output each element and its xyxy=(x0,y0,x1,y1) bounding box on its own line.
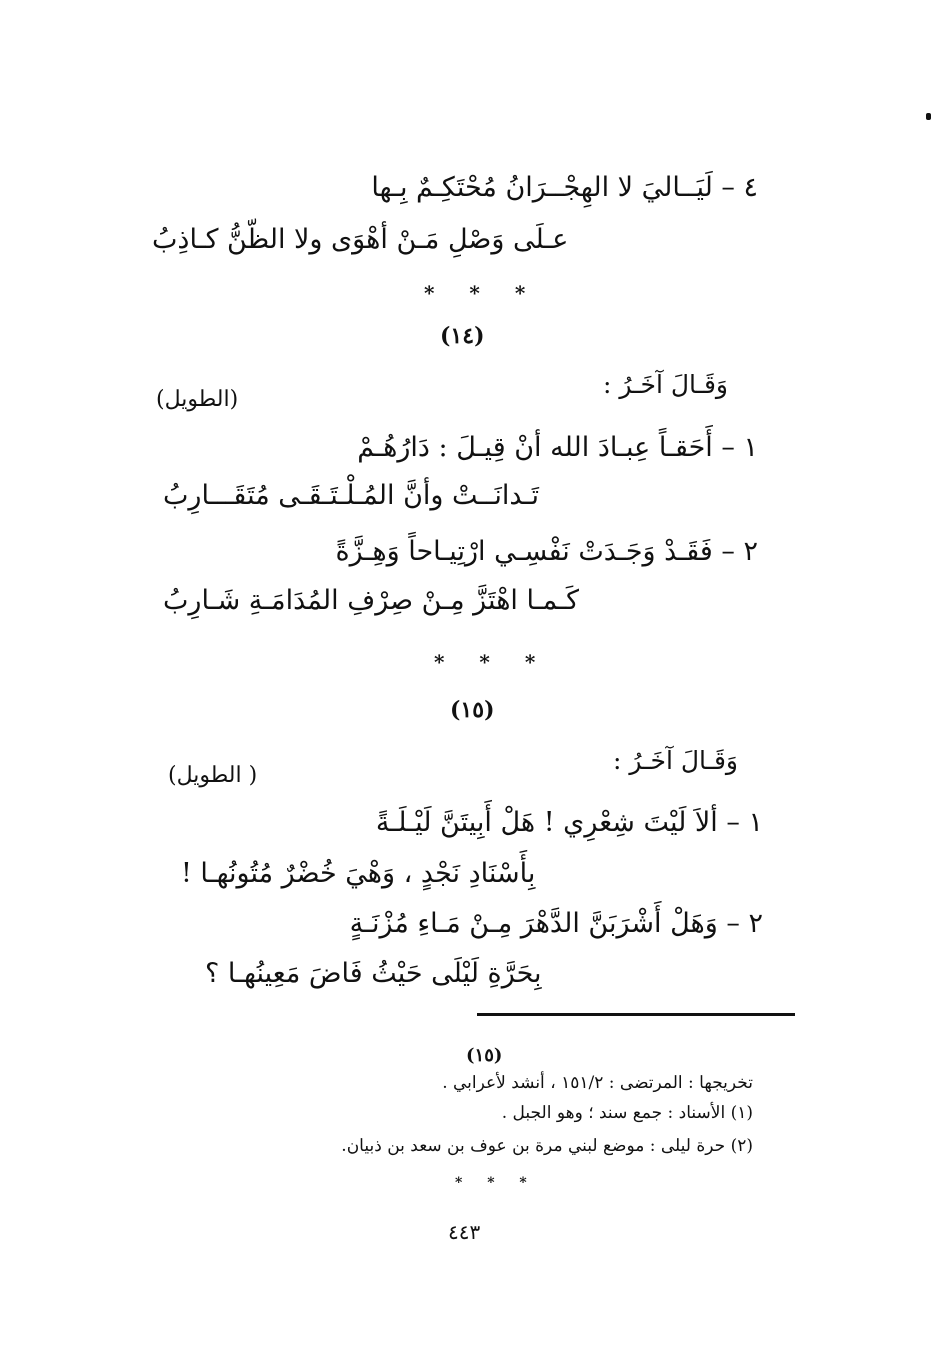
verse-1-line-2: تَـدانَــتْ وأنَّ المُـلْـتَـقَـى مُتَقَـــارِبُ xyxy=(163,480,539,511)
separator-stars: * * * xyxy=(434,650,550,674)
verse-2-line-2: بِحَرَّةِ لَيْلَى حَيْثُ فَاضَ مَعِينُهـا ؟ xyxy=(205,958,542,989)
separator-stars: * * * xyxy=(424,281,540,305)
verse-1-line-1: ١ – أَحَقـاً عِبـادَ الله أنْ قِيـلَ : دَارُهُـمْ xyxy=(357,432,758,463)
page-number: ٤٤٣ xyxy=(448,1220,481,1244)
footnote-rule xyxy=(477,1013,795,1016)
poem-intro: وَقَـالَ آخَـرُ : xyxy=(603,370,728,399)
footnote-stars: * * * xyxy=(455,1175,537,1191)
footnote-number: (١٥) xyxy=(466,1045,503,1066)
verse-1-line-1: ١ – ألاَ لَيْتَ شِعْرِي ! هَلْ أَبِيتَنَّ لَيْـلَـةً xyxy=(375,807,763,838)
poem-intro: وَقَـالَ آخَـرُ : xyxy=(613,746,738,775)
meter-label: ( الطويل) xyxy=(168,763,258,788)
poem-number: (١٥) xyxy=(450,697,495,723)
meter-label: (الطويل) xyxy=(156,387,239,412)
poem-number: (١٤) xyxy=(440,323,485,349)
verse-1-line-2: بِأَسْنَادِ نَجْدٍ ، وَهْيَ خُضْرٌ مُتُونُهـا ! xyxy=(181,858,536,889)
verse-2-line-2: كَـمـا اهْتَزَّ مِـنْ صِرْفِ المُدَامَـةِ شَـارِبُ xyxy=(163,585,580,616)
footnote-line: تخريجها : المرتضى : ١٥١/٢ ، أنشد لأعرابي . xyxy=(442,1073,753,1093)
ink-mark xyxy=(926,113,931,120)
footnote-line: (٢) حرة ليلى : موضع لبني مرة بن عوف بن سعد بن ذبيان. xyxy=(341,1136,753,1156)
verse-4-line-1: ٤ – لَيَــاليَ لا الهِجْــرَانُ مُحْتَكِـمٌ بِـها xyxy=(371,172,758,203)
footnote-line: (١) الأسناد : جمع سند ؛ وهو الجبل . xyxy=(501,1103,753,1123)
verse-2-line-1: ٢ – وَهَلْ أَشْرَبَنَّ الدَّهْرَ مِـنْ مَـاءِ مُزْنَـةٍ xyxy=(349,908,763,939)
verse-4-line-2: عـلَى وَصْلِ مَـنْ أهْوَى ولا الظّنُّ كـاذِبُ xyxy=(152,224,569,255)
verse-2-line-1: ٢ – فَقَـدْ وَجَـدَتْ نَفْسِـي ارْتِيـاحاً وَهِـزَّةً xyxy=(335,536,758,567)
